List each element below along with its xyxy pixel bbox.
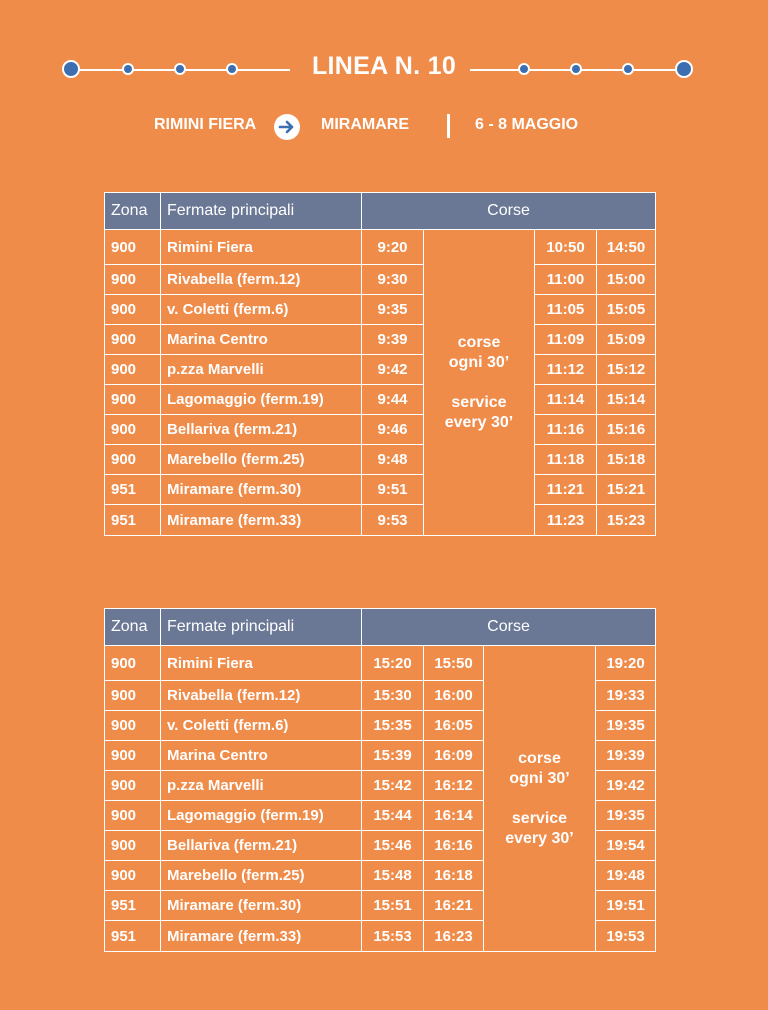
stop-cell: Miramare (ferm.33) (161, 921, 362, 952)
zona-cell: 951 (105, 891, 161, 921)
time-cell: 11:18 (535, 445, 597, 475)
stop-cell: Lagomaggio (ferm.19) (161, 801, 362, 831)
note-en-line2: every 30’ (505, 829, 574, 847)
stop-cell: Marina Centro (161, 325, 362, 355)
route-info (0, 114, 768, 140)
table-row (105, 475, 656, 505)
zona-cell: 951 (105, 475, 161, 505)
stop-cell: Miramare (ferm.30) (161, 475, 362, 505)
stop-cell: Bellariva (ferm.21) (161, 831, 362, 861)
time-cell: 15:35 (362, 711, 424, 741)
note-en-line1: service (511, 809, 568, 827)
time-cell: 11:09 (535, 325, 597, 355)
header-corse: Corse (362, 609, 656, 646)
stop-cell: Rimini Fiera (161, 230, 362, 265)
stop-cell: Lagomaggio (ferm.19) (161, 385, 362, 415)
stop-cell: v. Coletti (ferm.6) (161, 711, 362, 741)
time-cell: 15:48 (362, 861, 424, 891)
arrow-right-icon (274, 114, 300, 140)
time-cell: 9:42 (362, 355, 424, 385)
time-cell: 14:50 (597, 230, 656, 265)
zona-cell: 900 (105, 801, 161, 831)
header-corse: Corse (362, 193, 656, 230)
zona-cell: 900 (105, 711, 161, 741)
time-cell: 16:21 (424, 891, 484, 921)
stop-cell: Marina Centro (161, 741, 362, 771)
stop-cell: Marebello (ferm.25) (161, 861, 362, 891)
time-cell: 15:18 (597, 445, 656, 475)
time-cell: 15:42 (362, 771, 424, 801)
time-cell: 15:21 (597, 475, 656, 505)
time-cell: 10:50 (535, 230, 597, 265)
time-cell: 9:48 (362, 445, 424, 475)
zona-cell: 900 (105, 415, 161, 445)
route-to: MIRAMARE (321, 116, 409, 133)
note-it-line1: corse (518, 749, 561, 767)
time-cell: 11:16 (535, 415, 597, 445)
header-zona: Zona (105, 193, 161, 230)
stop-cell: Miramare (ferm.30) (161, 891, 362, 921)
stop-cell: p.zza Marvelli (161, 771, 362, 801)
table-row (105, 355, 656, 385)
note-it-line1: corse (457, 333, 501, 351)
time-cell: 16:12 (424, 771, 484, 801)
table-row (105, 505, 656, 536)
stop-cell: Miramare (ferm.33) (161, 505, 362, 536)
zona-cell: 900 (105, 385, 161, 415)
time-cell: 16:14 (424, 801, 484, 831)
time-cell: 19:42 (596, 771, 656, 801)
time-cell: 9:46 (362, 415, 424, 445)
time-cell: 9:35 (362, 295, 424, 325)
table-row (105, 265, 656, 295)
zona-cell: 900 (105, 230, 161, 265)
table-row (105, 385, 656, 415)
header-zona: Zona (105, 609, 161, 646)
stop-cell: v. Coletti (ferm.6) (161, 295, 362, 325)
time-cell: 15:14 (597, 385, 656, 415)
time-cell: 16:09 (424, 741, 484, 771)
zona-cell: 900 (105, 831, 161, 861)
time-cell: 15:09 (597, 325, 656, 355)
time-cell: 9:20 (362, 230, 424, 265)
time-cell: 19:51 (596, 891, 656, 921)
note-it-line2: ogni 30’ (448, 353, 510, 371)
time-cell: 15:44 (362, 801, 424, 831)
separator (447, 114, 450, 138)
time-cell: 11:14 (535, 385, 597, 415)
header-fermate: Fermate principali (161, 193, 362, 230)
time-cell: 9:30 (362, 265, 424, 295)
zona-cell: 900 (105, 265, 161, 295)
zona-cell: 900 (105, 681, 161, 711)
time-cell: 19:53 (596, 921, 656, 952)
zona-cell: 900 (105, 325, 161, 355)
time-cell: 16:00 (424, 681, 484, 711)
time-cell: 15:30 (362, 681, 424, 711)
frequency-note (424, 230, 535, 536)
time-cell: 19:39 (596, 741, 656, 771)
note-en-line1: service (451, 393, 507, 411)
time-cell: 16:16 (424, 831, 484, 861)
time-cell: 11:00 (535, 265, 597, 295)
table-row (105, 646, 656, 681)
time-cell: 19:20 (596, 646, 656, 681)
time-cell: 15:16 (597, 415, 656, 445)
time-cell: 19:48 (596, 861, 656, 891)
time-cell: 15:53 (362, 921, 424, 952)
time-cell: 15:46 (362, 831, 424, 861)
time-cell: 15:51 (362, 891, 424, 921)
zona-cell: 900 (105, 741, 161, 771)
time-cell: 15:50 (424, 646, 484, 681)
time-cell: 9:39 (362, 325, 424, 355)
table-row (105, 445, 656, 475)
zona-cell: 900 (105, 771, 161, 801)
stop-cell: p.zza Marvelli (161, 355, 362, 385)
stop-cell: Rimini Fiera (161, 646, 362, 681)
time-cell: 11:05 (535, 295, 597, 325)
time-cell: 15:20 (362, 646, 424, 681)
time-cell: 16:05 (424, 711, 484, 741)
timetable-1 (104, 192, 656, 536)
table-row (105, 325, 656, 355)
table-row (105, 295, 656, 325)
time-cell: 15:23 (597, 505, 656, 536)
time-cell: 9:53 (362, 505, 424, 536)
time-cell: 11:12 (535, 355, 597, 385)
zona-cell: 900 (105, 445, 161, 475)
time-cell: 15:12 (597, 355, 656, 385)
time-cell: 15:39 (362, 741, 424, 771)
time-cell: 9:51 (362, 475, 424, 505)
route-from: RIMINI FIERA (154, 116, 257, 133)
stop-cell: Marebello (ferm.25) (161, 445, 362, 475)
note-en-line2: every 30’ (444, 413, 514, 431)
header-fermate: Fermate principali (161, 609, 362, 646)
time-cell: 19:33 (596, 681, 656, 711)
zona-cell: 900 (105, 295, 161, 325)
zona-cell: 900 (105, 355, 161, 385)
table-row (105, 415, 656, 445)
time-cell: 19:35 (596, 801, 656, 831)
zona-cell: 900 (105, 646, 161, 681)
page-title: LINEA N. 10 (311, 52, 457, 80)
stop-cell: Rivabella (ferm.12) (161, 265, 362, 295)
stop-cell: Bellariva (ferm.21) (161, 415, 362, 445)
time-cell: 11:23 (535, 505, 597, 536)
zona-cell: 900 (105, 861, 161, 891)
table-row (105, 230, 656, 265)
timetable-2 (104, 608, 656, 952)
time-cell: 15:00 (597, 265, 656, 295)
frequency-note (484, 646, 596, 952)
time-cell: 19:54 (596, 831, 656, 861)
time-cell: 16:18 (424, 861, 484, 891)
route-dates: 6 - 8 MAGGIO (475, 116, 579, 133)
time-cell: 16:23 (424, 921, 484, 952)
time-cell: 11:21 (535, 475, 597, 505)
note-it-line2: ogni 30’ (509, 769, 570, 787)
time-cell: 15:05 (597, 295, 656, 325)
time-cell: 9:44 (362, 385, 424, 415)
zona-cell: 951 (105, 505, 161, 536)
time-cell: 19:35 (596, 711, 656, 741)
stop-cell: Rivabella (ferm.12) (161, 681, 362, 711)
zona-cell: 951 (105, 921, 161, 952)
